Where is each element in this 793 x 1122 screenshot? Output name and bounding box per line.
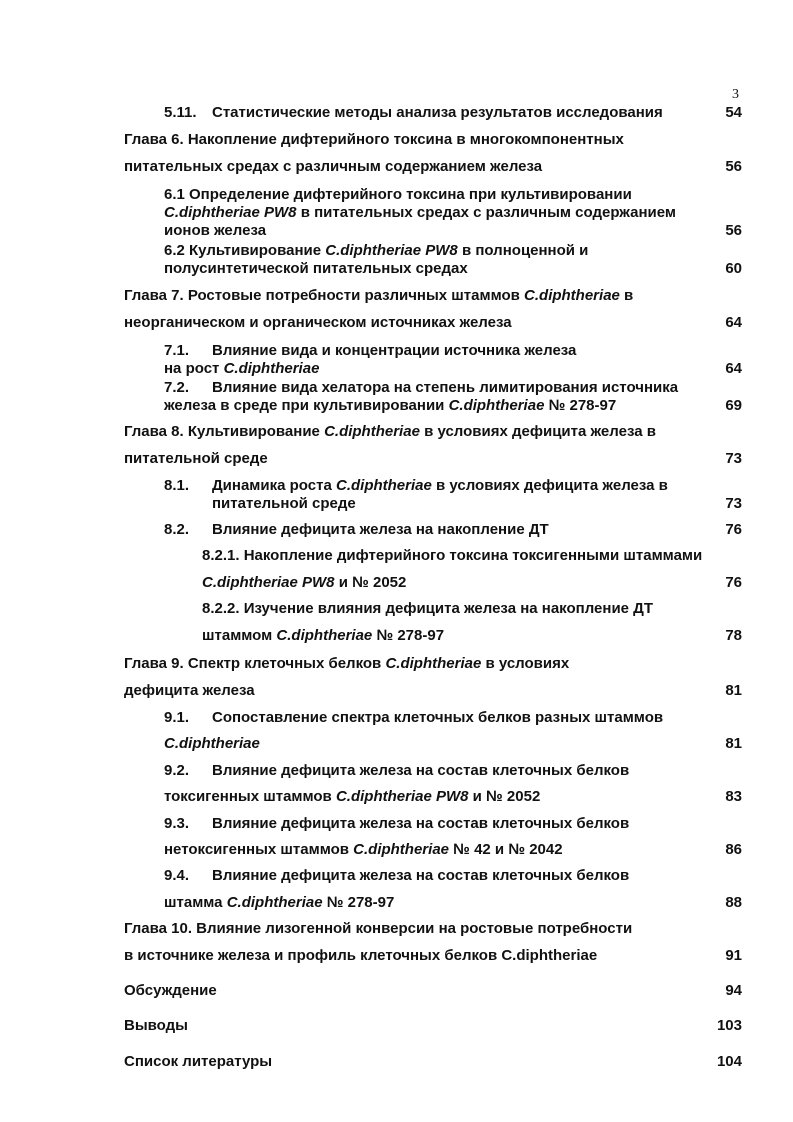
toc-entry-title: Глава 8. Культивирование C.diphtheriae в условиях дефицита железа в bbox=[124, 423, 656, 440]
toc-entry-title: 7.1. Влияние вида и концентрации источника железа bbox=[164, 342, 577, 359]
toc-entry-title: 8.2.1. Накопление дифтерийного токсина токсигенными штаммами bbox=[202, 547, 703, 564]
toc-entry-page: 91 bbox=[725, 947, 742, 964]
toc-entry-title: 8.2. Влияние дефицита железа на накопление ДТ bbox=[164, 521, 549, 538]
toc-entry-title: ионов железа bbox=[164, 222, 267, 239]
toc-entry-title: 6.2 Культивирование C.diphtheriae PW8 в полноценной и bbox=[164, 242, 589, 259]
toc-entry-page: 78 bbox=[725, 627, 742, 644]
toc-entry-title: в источнике железа и профиль клеточных белков C.diphtheriae bbox=[124, 947, 598, 964]
toc-entry-page: 73 bbox=[725, 450, 742, 467]
toc-entry-title: Глава 9. Спектр клеточных белков C.diphtheriae в условиях bbox=[124, 655, 570, 672]
toc-entry-page: 56 bbox=[725, 158, 742, 175]
toc-entry-page: 81 bbox=[725, 682, 742, 699]
toc-entry-title: штаммом C.diphtheriae № 278-97 bbox=[202, 627, 445, 644]
toc-entry-title: C.diphtheriae bbox=[164, 735, 260, 752]
toc-entry-title: нетоксигенных штаммов C.diphtheriae № 42 и № 2042 bbox=[164, 841, 563, 858]
toc-entry-title: штамма C.diphtheriae № 278-97 bbox=[164, 894, 395, 911]
toc-entry-title: питательной среде bbox=[124, 450, 268, 467]
toc-entry-title: 8.1. Динамика роста C.diphtheriae в условиях дефицита железа в bbox=[164, 477, 668, 494]
toc-entry-page: 88 bbox=[725, 894, 742, 911]
toc-entry-title: токсигенных штаммов C.diphtheriae PW8 и № 2052 bbox=[164, 788, 541, 805]
toc-entry-page: 103 bbox=[716, 1017, 742, 1034]
toc-entry-title: Выводы bbox=[124, 1017, 188, 1034]
toc-entry-title: Глава 6. Накопление дифтерийного токсина в многокомпонентных bbox=[124, 131, 624, 148]
toc-entry-title: Обсуждение bbox=[124, 982, 217, 999]
toc-entry-title: 9.4. Влияние дефицита железа на состав клеточных белков bbox=[164, 867, 630, 884]
toc-entry-title: железа в среде при культивировании C.diphtheriae № 278-97 bbox=[164, 397, 617, 414]
toc-entry-page: 69 bbox=[725, 397, 742, 414]
toc-entry-title: 9.1. Сопоставление спектра клеточных белков разных штаммов bbox=[164, 709, 664, 726]
toc-entry-title: Глава 7. Ростовые потребности различных штаммов C.diphtheriae в bbox=[124, 287, 634, 304]
toc-entry-page: 54 bbox=[725, 104, 742, 121]
toc-entry-page: 86 bbox=[725, 841, 742, 858]
toc-entry-page: 60 bbox=[725, 260, 742, 277]
toc-entry-title: неорганическом и органическом источниках железа bbox=[124, 314, 512, 331]
toc-entry-title: 9.2. Влияние дефицита железа на состав клеточных белков bbox=[164, 762, 630, 779]
toc-entry-title: Глава 10. Влияние лизогенной конверсии на ростовые потребности bbox=[124, 920, 633, 937]
toc-entry-title: 7.2. Влияние вида хелатора на степень лимитирования источника bbox=[164, 379, 679, 396]
toc-entry-title: на рост C.diphtheriae bbox=[164, 360, 320, 377]
toc-entry-title: Список литературы bbox=[124, 1053, 273, 1070]
toc-entry-title: C.diphtheriae PW8 и № 2052 bbox=[202, 574, 407, 591]
toc-entry-page: 104 bbox=[716, 1053, 742, 1070]
toc-entry-title: 5.11. Статистические методы анализа результатов исследования bbox=[164, 104, 663, 121]
toc-entry-page: 64 bbox=[725, 360, 742, 377]
toc-entry-title: дефицита железа bbox=[124, 682, 255, 699]
toc-entry-page: 94 bbox=[725, 982, 742, 999]
toc-entry-title: 8.2.2. Изучение влияния дефицита железа на накопление ДТ bbox=[202, 600, 654, 617]
toc-entry-title: питательных средах с различным содержанием железа bbox=[124, 158, 543, 175]
toc-entry-title: питательной среде bbox=[212, 495, 356, 512]
toc-entry-page: 76 bbox=[725, 521, 742, 538]
toc-entry-page: 73 bbox=[725, 495, 742, 512]
toc-entry-page: 56 bbox=[725, 222, 742, 239]
toc-entry-title: 9.3. Влияние дефицита железа на состав клеточных белков bbox=[164, 815, 630, 832]
toc-entry-page: 76 bbox=[725, 574, 742, 591]
toc-entry-title: 6.1 Определение дифтерийного токсина при культивировании bbox=[164, 186, 632, 203]
toc-entry-page: 83 bbox=[725, 788, 742, 805]
toc-entry-title: полусинтетической питательных средах bbox=[164, 260, 468, 277]
toc-entry-page: 64 bbox=[725, 314, 742, 331]
toc-entry-page: 81 bbox=[725, 735, 742, 752]
page-number: 3 bbox=[732, 87, 739, 102]
toc-entry-title: C.diphtheriae PW8 в питательных средах с различным содержанием bbox=[164, 204, 676, 221]
